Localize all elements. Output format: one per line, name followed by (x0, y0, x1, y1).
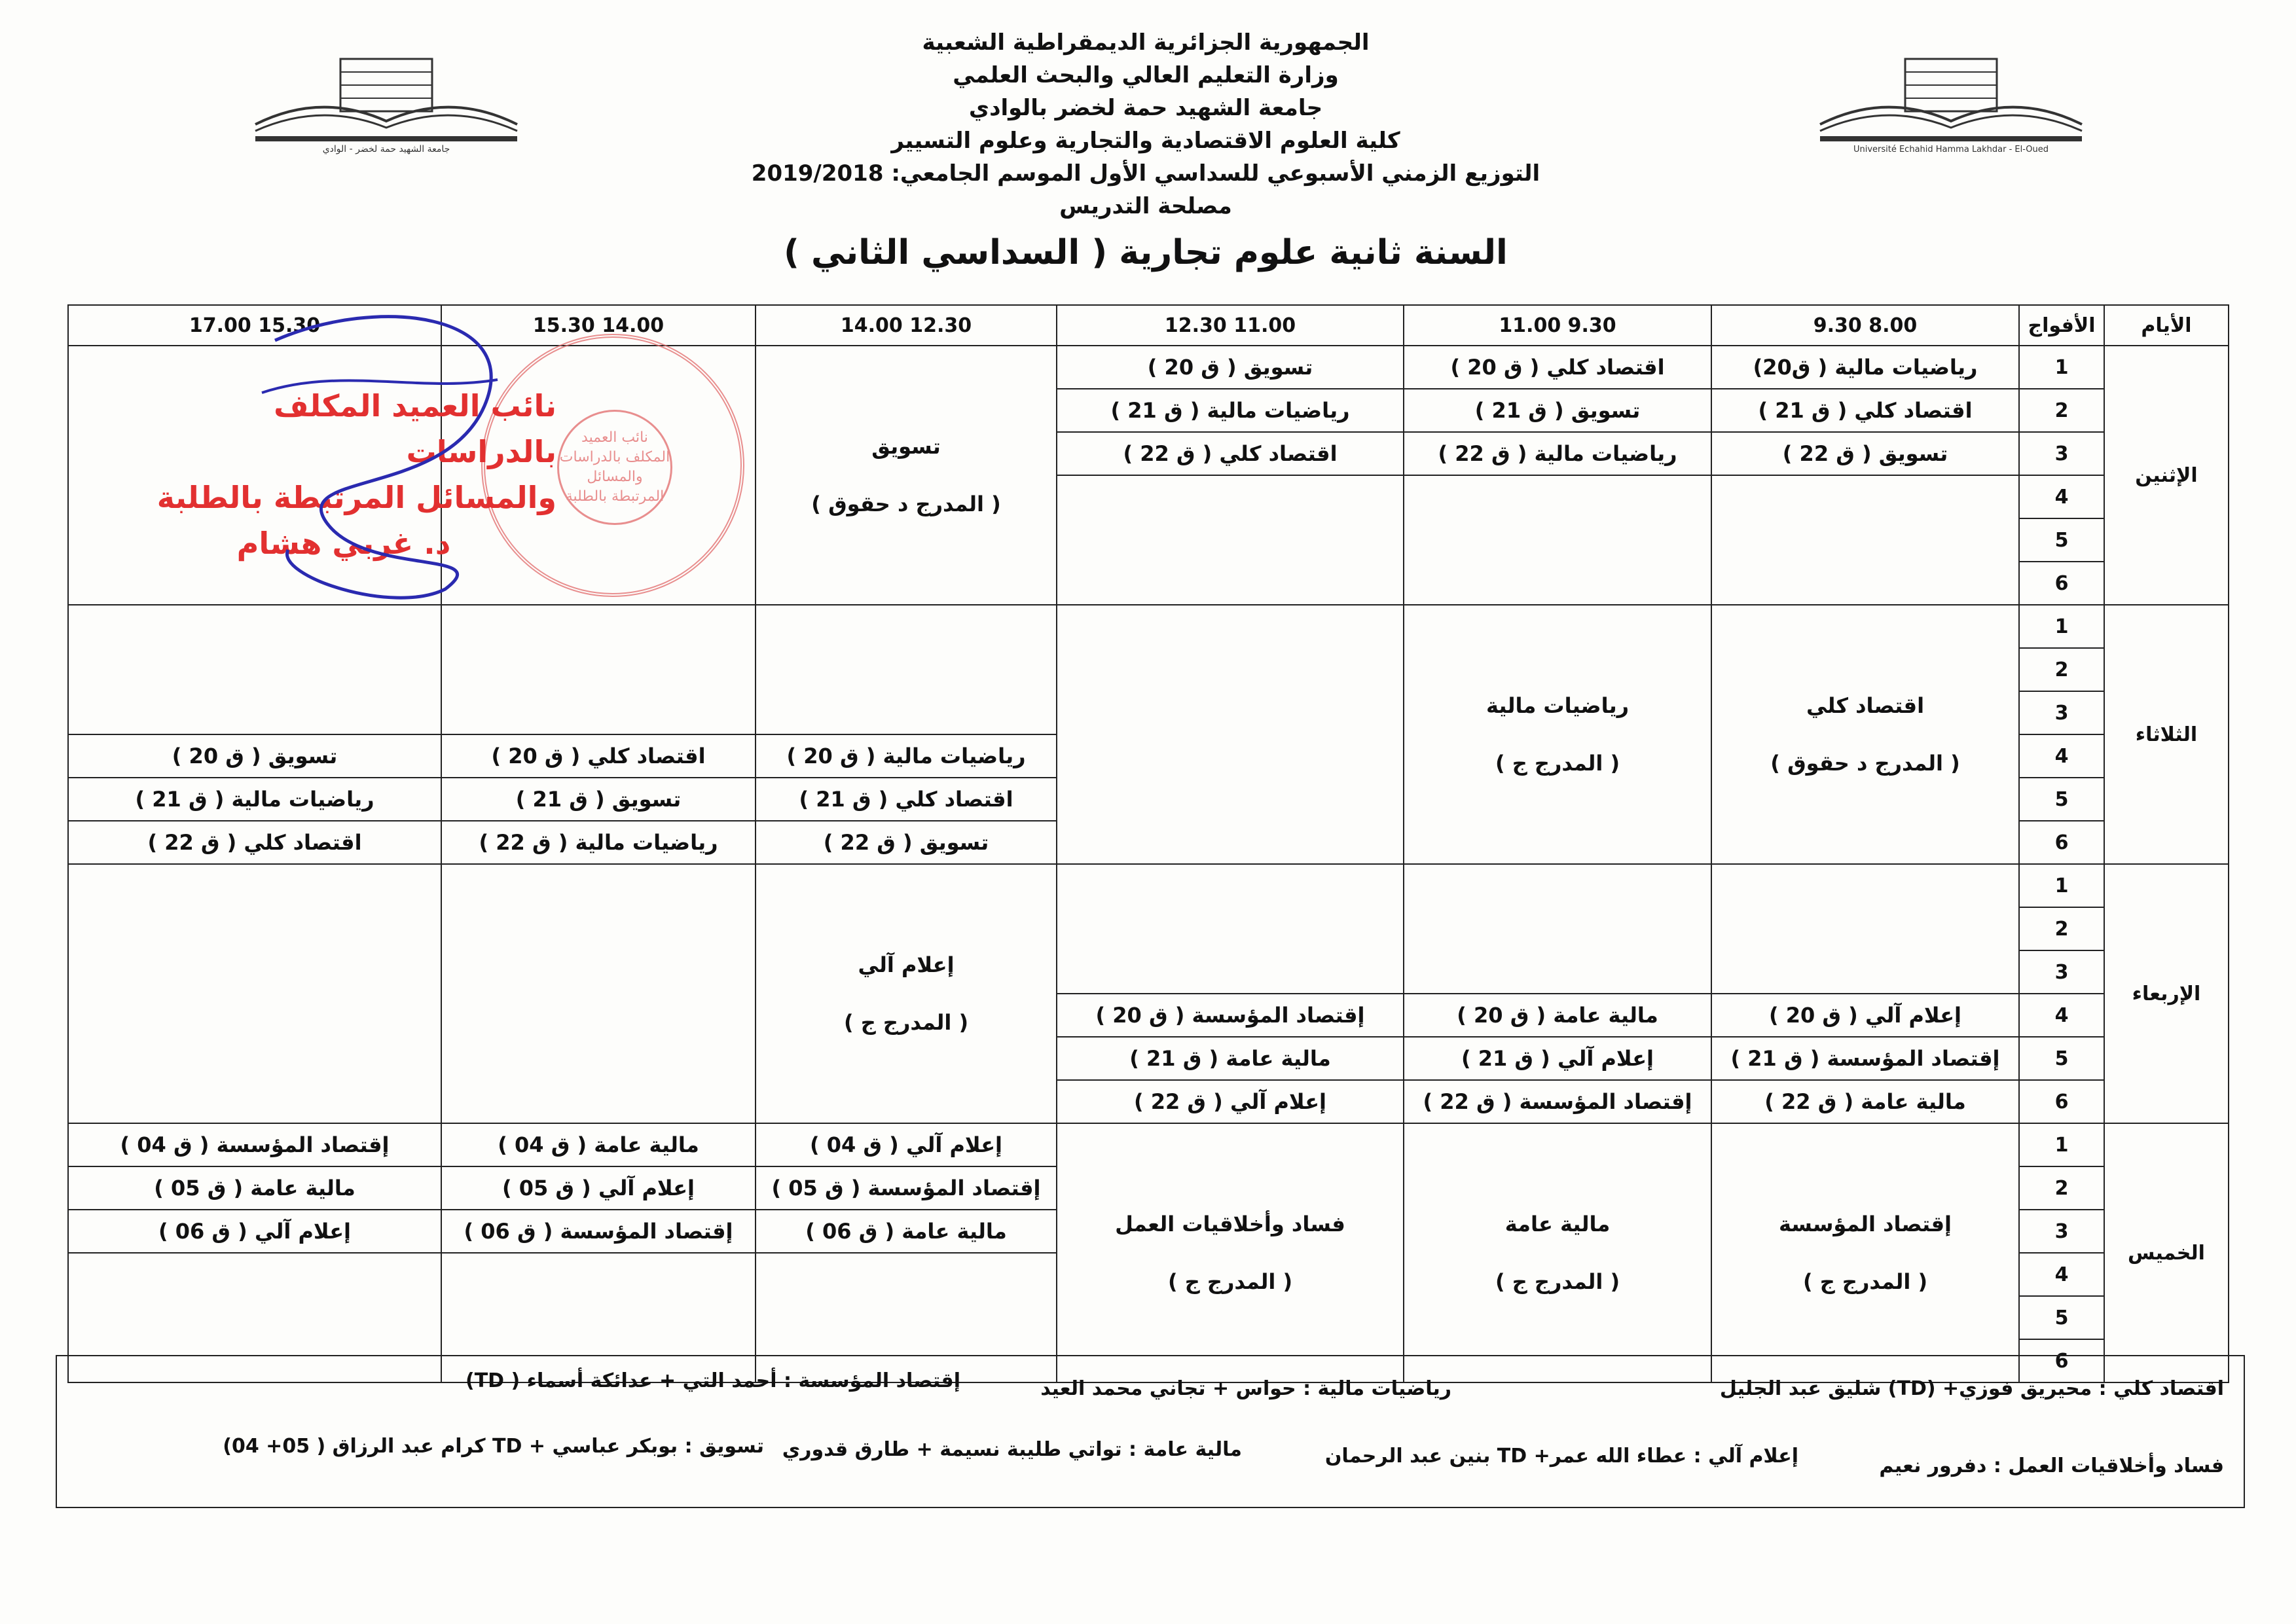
signature-title-2: والمسائل المرتبطة بالطلبة (156, 480, 556, 515)
lecture-room: ( المدرج د حقوق ) (1770, 751, 1960, 776)
session: اقتصاد كلي ( ق 20 ) (442, 735, 755, 778)
group-number: 2 (2019, 1166, 2104, 1210)
signature-title-1: نائب العميد المكلف بالدراسات (274, 388, 556, 469)
wednesday-slot-2 (1404, 864, 1711, 1123)
lecture-room: ( المدرج د حقوق ) (811, 492, 1001, 516)
group-number: 5 (2019, 1296, 2104, 1339)
empty-cell (1404, 865, 1711, 994)
lecture-room: ( المدرج ج ) (843, 1010, 969, 1035)
group-number: 1 (2019, 346, 2104, 389)
day-monday: الإثنين (2104, 346, 2229, 605)
group-number: 6 (2019, 821, 2104, 864)
session: مالية عامة ( ق 20 ) (1404, 994, 1711, 1038)
teachers-box (56, 1355, 2245, 1508)
university-logo-left (242, 46, 530, 157)
empty-cell (1712, 476, 2018, 604)
session: رياضيات مالية ( ق20) (1712, 346, 2018, 389)
session: رياضيات مالية ( ق 21 ) (1057, 389, 1403, 433)
session: إقتصاد المؤسسة ( ق 05 ) (756, 1167, 1056, 1210)
empty-cell (1057, 865, 1403, 994)
group-number: 5 (2019, 518, 2104, 562)
group-number: 4 (2019, 734, 2104, 778)
empty-cell (1404, 476, 1711, 604)
wednesday-slot-6 (68, 864, 441, 1123)
group-number: 2 (2019, 648, 2104, 691)
session: إقتصاد المؤسسة ( ق 06 ) (442, 1210, 755, 1254)
session: تسويق ( ق 22 ) (823, 830, 989, 855)
group-number: 3 (2019, 1210, 2104, 1253)
monday-slot-1 (1711, 346, 2019, 605)
teacher-pubfin: مالية عامة : تواتي طليبة نسيمة + طارق قدوري (782, 1438, 1242, 1461)
empty-cell (442, 605, 755, 735)
group-number: 2 (2019, 907, 2104, 950)
logo-caption-en: Université Echahid Hamma Lakhdar - El-Oued (1853, 145, 2049, 154)
group-number: 2 (2019, 389, 2104, 432)
thursday-row (68, 1123, 2229, 1166)
lecture-room: ( المدرج ج ) (1495, 1269, 1620, 1294)
session: رياضيات مالية ( ق 22 ) (1404, 433, 1711, 476)
col-slot-3: 12.30 11.00 (1057, 305, 1404, 346)
monday-slot-2 (1404, 346, 1711, 605)
document-header (687, 26, 1604, 279)
thursday-slot-4 (756, 1123, 1057, 1382)
session: اقتصاد كلي ( ق 21 ) (1712, 389, 2018, 433)
session: إعلام آلي ( ق 04 ) (756, 1124, 1056, 1167)
session: تسويق ( ق 21 ) (442, 778, 755, 821)
session: مالية عامة ( ق 21 ) (1057, 1038, 1403, 1081)
col-slot-4: 14.00 12.30 (756, 305, 1057, 346)
teacher-it: إعلام آلي : عطاء الله عمر+ TD بنين عبد الرحمان (1324, 1445, 1798, 1468)
lecture-subject: إقتصاد المؤسسة (1778, 1212, 1952, 1236)
session: تسويق ( ق 20 ) (1057, 346, 1403, 389)
header-schedule: التوزيع الزمني الأسبوعي للسداسي الأول الموسم الجامعي: 2019/2018 (751, 160, 1540, 187)
col-slot-5: 15.30 14.00 (441, 305, 756, 346)
tuesday-slot-1 (1711, 605, 2019, 864)
monday-slot-4 (756, 346, 1057, 605)
lecture-subject: اقتصاد كلي (1806, 693, 1925, 718)
wednesday-slot-1 (1711, 864, 2019, 1123)
tuesday-slot-4 (756, 605, 1057, 864)
session: إعلام آلي ( ق 06 ) (69, 1210, 441, 1254)
day-tuesday: الثلاثاء (2104, 605, 2229, 864)
session: تسويق ( ق 22 ) (1712, 433, 2018, 476)
header-ministry: وزارة التعليم العالي والبحث العلمي (953, 62, 1339, 88)
tuesday-slot-5 (441, 605, 756, 864)
session: رياضيات مالية ( ق 20 ) (756, 735, 1056, 778)
lecture-subject: فساد وأخلاقيات العمل (1115, 1212, 1345, 1236)
session: مالية عامة ( ق 04 ) (442, 1124, 755, 1167)
session: إقتصاد المؤسسة ( ق 20 ) (1057, 994, 1403, 1038)
thursday-slot-5 (441, 1123, 756, 1382)
session: اقتصاد كلي ( ق 20 ) (1404, 346, 1711, 389)
group-number: 3 (2019, 432, 2104, 475)
teacher-finmath: رياضيات مالية : حواس + تجاني محمد العيد (1040, 1377, 1451, 1400)
lecture-room: ( المدرج ج ) (1495, 751, 1620, 776)
tuesday-slot-2 (1404, 605, 1711, 864)
teacher-enterprise: إقتصاد المؤسسة : أحمد التي + عدائكة أسماء ( TD) (465, 1369, 960, 1392)
group-number: 6 (2019, 1080, 2104, 1123)
day-thursday: الخميس (2104, 1123, 2229, 1382)
thursday-slot-2 (1404, 1123, 1711, 1382)
day-wednesday: الإربعاء (2104, 864, 2229, 1123)
col-slot-6: 17.00 15.30 (68, 305, 441, 346)
page-title: السنة ثانية علوم تجارية ( السداسي الثاني ) (784, 233, 1508, 272)
monday-slot-3 (1057, 346, 1404, 605)
logo-caption: جامعة الشهيد حمة لخضر - الوادي (322, 144, 450, 154)
group-number: 6 (2019, 562, 2104, 605)
group-number: 6 (2019, 1339, 2104, 1382)
empty-cell (1712, 865, 2018, 994)
group-number: 4 (2019, 1253, 2104, 1296)
lecture-subject: إعلام آلي (858, 952, 955, 977)
group-number: 4 (2019, 994, 2104, 1037)
session: مالية عامة ( ق 06 ) (756, 1210, 1056, 1254)
session: رياضيات مالية ( ق 21 ) (69, 778, 441, 821)
teacher-macro: اقتصاد كلي : محيريق فوزي+ (TD) شليق عبد الجليل (1719, 1377, 2224, 1400)
col-slot-2: 11.00 9.30 (1404, 305, 1711, 346)
header-faculty: كلية العلوم الاقتصادية والتجارية وعلوم التسيير (891, 128, 1400, 154)
empty-cell (1057, 476, 1403, 604)
group-number: 1 (2019, 1123, 2104, 1166)
empty-cell (756, 605, 1056, 735)
session: إعلام آلي ( ق 20 ) (1712, 994, 2018, 1038)
session: إقتصاد المؤسسة ( ق 04 ) (69, 1124, 441, 1167)
session: اقتصاد كلي ( ق 22 ) (147, 830, 362, 855)
group-number: 3 (2019, 950, 2104, 994)
lecture-subject: مالية عامة (1504, 1212, 1611, 1236)
session: مالية عامة ( ق 05 ) (69, 1167, 441, 1210)
header-service: مصلحة التدريس (1059, 193, 1232, 219)
thursday-slot-1 (1711, 1123, 2019, 1382)
tuesday-slot-3 (1057, 605, 1404, 864)
lecture-subject: رياضيات مالية (1485, 693, 1630, 718)
session: رياضيات مالية ( ق 22 ) (479, 830, 718, 855)
col-slot-1: 9.30 8.00 (1711, 305, 2019, 346)
session: مالية عامة ( ق 22 ) (1764, 1089, 1966, 1114)
handwritten-signature (249, 301, 537, 615)
session: اقتصاد كلي ( ق 21 ) (756, 778, 1056, 821)
session: اقتصاد كلي ( ق 22 ) (1057, 433, 1403, 476)
lecture-room: ( المدرج ج ) (1167, 1269, 1293, 1294)
group-number: 4 (2019, 475, 2104, 518)
wednesday-slot-5 (441, 864, 756, 1123)
group-number: 1 (2019, 864, 2104, 907)
session: تسويق ( ق 20 ) (69, 735, 441, 778)
session: إعلام آلي ( ق 22 ) (1133, 1089, 1327, 1114)
lecture-room: ( المدرج ج ) (1802, 1269, 1928, 1294)
stamp-text: نائب العميد المكلف بالدراسات والمسائل المرتبطة بالطلبة (557, 410, 672, 525)
session: إقتصاد المؤسسة ( ق 21 ) (1712, 1038, 2018, 1081)
group-number: 5 (2019, 1037, 2104, 1080)
group-number: 1 (2019, 605, 2104, 648)
tuesday-slot-6 (68, 605, 441, 864)
group-number: 3 (2019, 691, 2104, 734)
thursday-slot-3 (1057, 1123, 1404, 1382)
wednesday-slot-4 (756, 864, 1057, 1123)
university-logo-right (1807, 46, 2095, 157)
group-number: 5 (2019, 778, 2104, 821)
teacher-ethics: فساد وأخلاقيات العمل : دفرور نعيم (1879, 1454, 2224, 1477)
empty-cell (69, 605, 441, 735)
header-republic: الجمهورية الجزائرية الديمقراطية الشعبية (922, 29, 1370, 56)
col-days: الأيام (2104, 305, 2229, 346)
thursday-slot-6 (68, 1123, 441, 1382)
signature-name: د. غربي هشام (236, 526, 451, 561)
session: إعلام آلي ( ق 21 ) (1404, 1038, 1711, 1081)
wednesday-slot-3 (1057, 864, 1404, 1123)
lecture-subject: تسويق (871, 434, 941, 459)
wednesday-row (68, 864, 2229, 907)
session: إقتصاد المؤسسة ( ق 22 ) (1423, 1089, 1692, 1114)
session: إعلام آلي ( ق 05 ) (442, 1167, 755, 1210)
col-groups: الأفواج (2019, 305, 2104, 346)
teacher-marketing: تسويق : بوبكر عباسي + TD كرام عبد الرزاق ( 05+ 04) (223, 1435, 764, 1458)
header-university: جامعة الشهيد حمة لخضر بالوادي (968, 95, 1323, 121)
session: تسويق ( ق 21 ) (1404, 389, 1711, 433)
